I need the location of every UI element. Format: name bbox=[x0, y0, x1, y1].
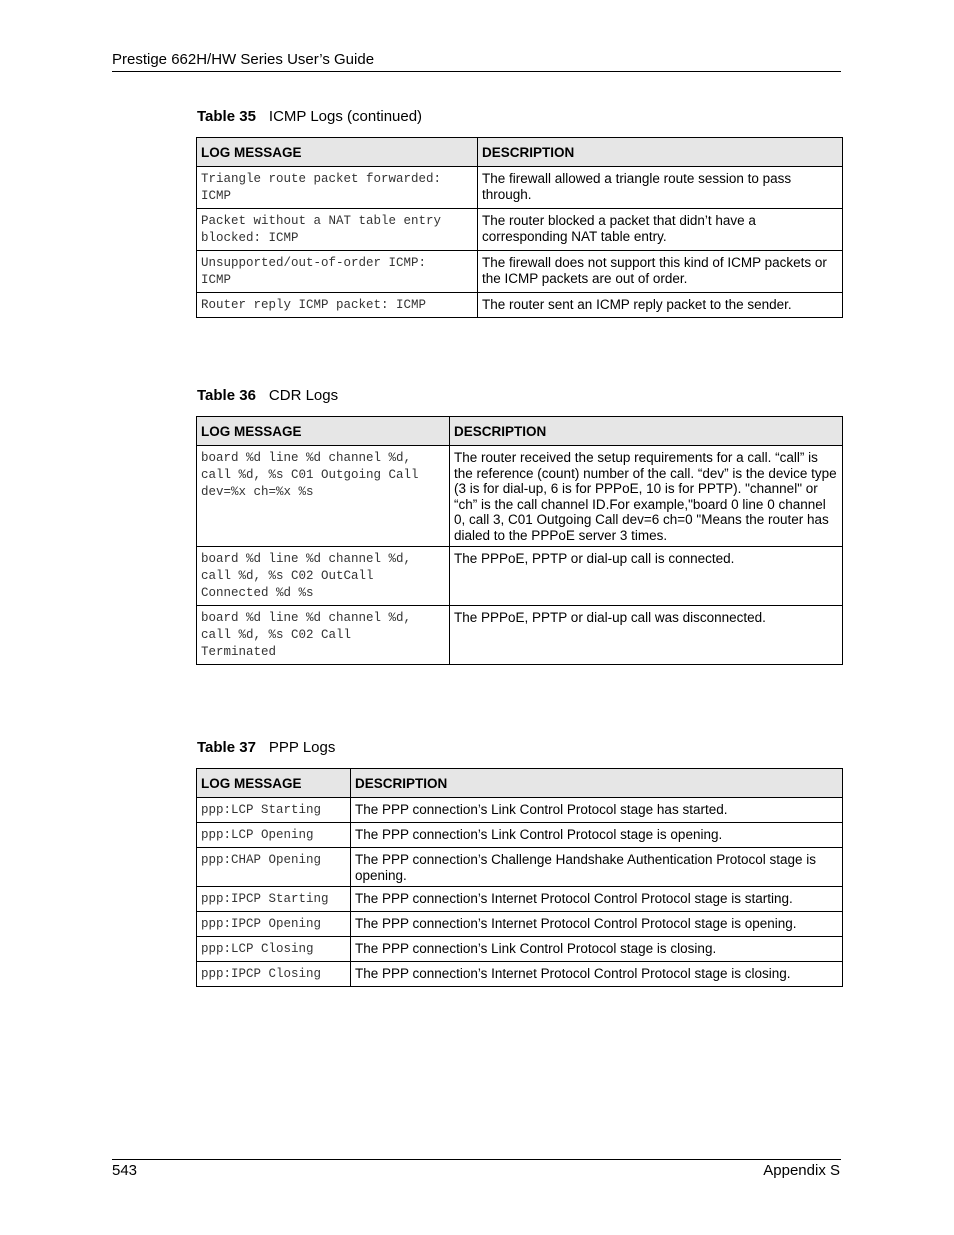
log-message-cell: ppp:IPCP Closing bbox=[197, 962, 351, 987]
description-cell: The router sent an ICMP reply packet to the sender. bbox=[478, 293, 843, 318]
description-cell: The PPP connection’s Link Control Protocol stage has started. bbox=[351, 798, 843, 823]
table-36-caption bbox=[197, 387, 338, 404]
table-row bbox=[197, 937, 843, 962]
footer-section-name: Appendix S bbox=[763, 1162, 840, 1179]
description-cell: The PPPoE, PPTP or dial-up call is connected. bbox=[450, 547, 843, 606]
column-header-description: DESCRIPTION bbox=[351, 769, 843, 798]
header-divider bbox=[112, 71, 841, 72]
description-cell: The firewall allowed a triangle route session to pass through. bbox=[478, 167, 843, 209]
log-message-cell: board %d line %d channel %d, call %d, %s C02 OutCall Connected %d %s bbox=[197, 547, 450, 606]
log-message-cell: ppp:LCP Starting bbox=[197, 798, 351, 823]
column-header-log-message: LOG MESSAGE bbox=[197, 417, 450, 446]
log-message-cell: ppp:LCP Closing bbox=[197, 937, 351, 962]
caption-number: Table 35 bbox=[197, 108, 256, 125]
caption-number: Table 37 bbox=[197, 739, 256, 756]
description-cell: The PPP connection’s Challenge Handshake Authentication Protocol stage is opening. bbox=[351, 848, 843, 887]
table-row bbox=[197, 823, 843, 848]
caption-text: ICMP Logs (continued) bbox=[268, 108, 423, 125]
description-cell: The firewall does not support this kind of ICMP packets or the ICMP packets are out of order. bbox=[478, 251, 843, 293]
column-header-description: DESCRIPTION bbox=[478, 138, 843, 167]
log-message-cell: board %d line %d channel %d, call %d, %s C02 Call Terminated bbox=[197, 606, 450, 665]
table-header-row bbox=[197, 138, 843, 167]
page-number: 543 bbox=[112, 1162, 138, 1179]
description-cell: The PPP connection’s Internet Protocol Control Protocol stage is opening. bbox=[351, 912, 843, 937]
log-message-cell: ppp:LCP Opening bbox=[197, 823, 351, 848]
description-cell: The router received the setup requirements for a call. “call” is the reference (count) number of the call. “dev” is the device type (3 is for dial-up, 6 is for PPPoE, 10 is for PPTP). "channel" or “ch” is the call channel ID.For example,"board 0 line 0 channel 0, call 3, C01 Outgoing Call dev=6 ch=0 "Means the router has dialed to the PPPoE server 3 times. bbox=[450, 446, 843, 547]
log-message-cell: ppp:IPCP Opening bbox=[197, 912, 351, 937]
table-35-caption bbox=[197, 108, 422, 125]
table-row bbox=[197, 251, 843, 293]
table-row bbox=[197, 446, 843, 547]
description-cell: The PPP connection’s Internet Protocol Control Protocol stage is starting. bbox=[351, 887, 843, 912]
cdr-logs-table bbox=[196, 416, 843, 665]
ppp-logs-table bbox=[196, 768, 843, 987]
column-header-log-message: LOG MESSAGE bbox=[197, 138, 478, 167]
table-row bbox=[197, 293, 843, 318]
table-row bbox=[197, 798, 843, 823]
table-row bbox=[197, 848, 843, 887]
table-header-row bbox=[197, 769, 843, 798]
table-row bbox=[197, 209, 843, 251]
log-message-cell: board %d line %d channel %d, call %d, %s C01 Outgoing Call dev=%x ch=%x %s bbox=[197, 446, 450, 547]
footer-divider bbox=[112, 1159, 841, 1160]
log-message-cell: Unsupported/out-of-order ICMP: ICMP bbox=[197, 251, 478, 293]
description-cell: The PPP connection’s Link Control Protocol stage is opening. bbox=[351, 823, 843, 848]
table-row bbox=[197, 962, 843, 987]
description-cell: The PPP connection’s Link Control Protocol stage is closing. bbox=[351, 937, 843, 962]
table-row bbox=[197, 167, 843, 209]
log-message-cell: Router reply ICMP packet: ICMP bbox=[197, 293, 478, 318]
table-row bbox=[197, 606, 843, 665]
log-message-cell: Packet without a NAT table entry blocked: ICMP bbox=[197, 209, 478, 251]
caption-number: Table 36 bbox=[197, 387, 256, 404]
log-message-cell: ppp:CHAP Opening bbox=[197, 848, 351, 887]
column-header-description: DESCRIPTION bbox=[450, 417, 843, 446]
caption-text: PPP Logs bbox=[268, 739, 336, 756]
table-row bbox=[197, 547, 843, 606]
description-cell: The router blocked a packet that didn’t have a corresponding NAT table entry. bbox=[478, 209, 843, 251]
table-37-caption bbox=[197, 739, 335, 756]
description-cell: The PPP connection’s Internet Protocol Control Protocol stage is closing. bbox=[351, 962, 843, 987]
description-cell: The PPPoE, PPTP or dial-up call was disconnected. bbox=[450, 606, 843, 665]
caption-text: CDR Logs bbox=[268, 387, 339, 404]
log-message-cell: Triangle route packet forwarded: ICMP bbox=[197, 167, 478, 209]
log-message-cell: ppp:IPCP Starting bbox=[197, 887, 351, 912]
column-header-log-message: LOG MESSAGE bbox=[197, 769, 351, 798]
table-header-row bbox=[197, 417, 843, 446]
page-header-title: Prestige 662H/HW Series User’s Guide bbox=[112, 51, 375, 68]
table-row bbox=[197, 912, 843, 937]
icmp-logs-table bbox=[196, 137, 843, 318]
table-row bbox=[197, 887, 843, 912]
